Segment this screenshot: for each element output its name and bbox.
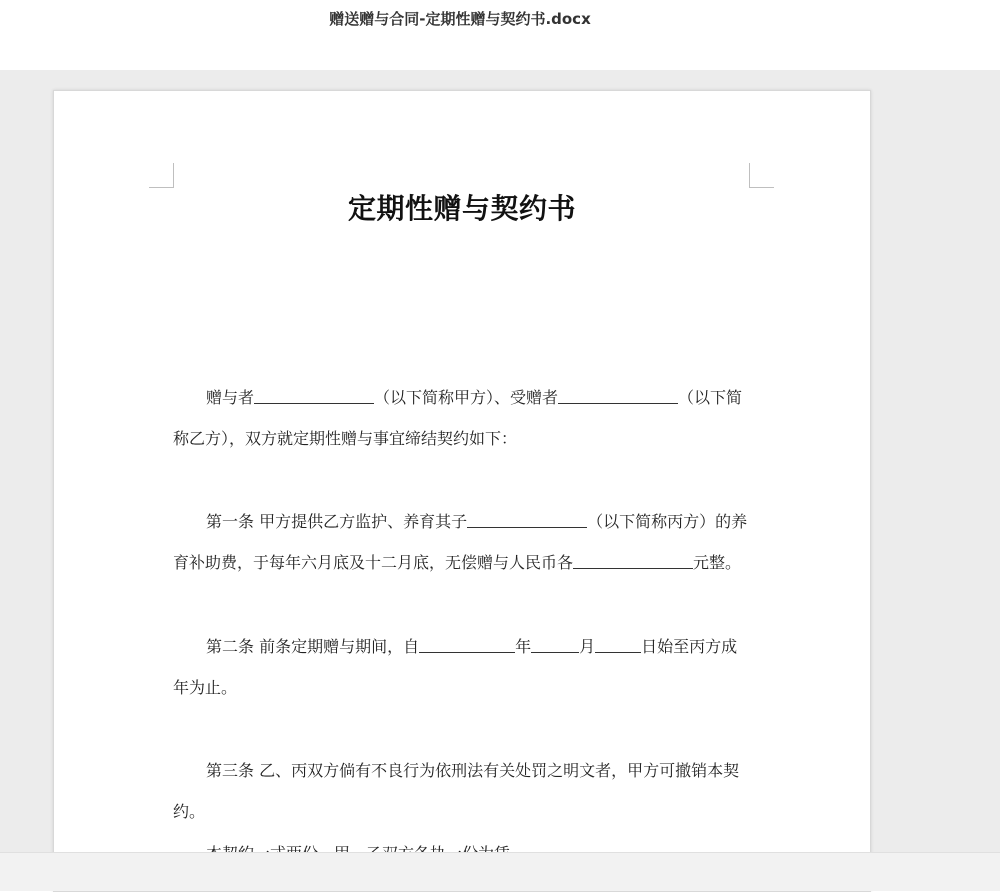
paragraph-parties — [173, 377, 753, 459]
blank-donor — [254, 389, 374, 404]
paragraph-article-2 — [173, 626, 753, 708]
blank-amount — [573, 554, 693, 569]
text-donee-label: （以下简称甲方）、受赠者 — [374, 388, 559, 407]
text-article-3: 第三条 乙、丙双方倘有不良行为依刑法有关处罚之明文者，甲方可撤销本契约。 — [173, 761, 740, 821]
blank-month — [531, 638, 579, 653]
title-bar — [0, 0, 1000, 70]
text-year: 年 — [515, 637, 532, 656]
text-article-1-end: 元整。 — [693, 553, 742, 572]
document-title: 定期性赠与契约书 — [347, 192, 576, 225]
text-donor-label: 赠与者 — [206, 388, 255, 407]
blank-child — [467, 513, 587, 528]
text-article-2-start: 第二条 前条定期赠与期间，自 — [206, 637, 420, 656]
blank-year — [419, 638, 515, 653]
text-article-1-start: 第一条 甲方提供乙方监护、养育其子 — [206, 512, 468, 531]
bottom-bar — [0, 852, 1000, 891]
text-article-1-middle: （以下简称丙方）的养育补助费，于每年六月底及十二月底，无偿赠与人民币各 — [173, 512, 748, 572]
text-parties-end: （以下简称乙方），双方就定期性赠与事宜缔结契约如下： — [173, 388, 743, 448]
blank-donee — [558, 389, 678, 404]
margin-corner-top-left — [149, 163, 174, 188]
document-filename: 赠送赠与合同-定期性赠与契约书.docx — [329, 10, 591, 28]
document-page — [53, 90, 871, 892]
paragraph-article-1 — [173, 501, 753, 583]
document-viewer[interactable] — [0, 70, 1000, 852]
text-month: 月 — [579, 637, 596, 656]
paragraph-article-3 — [173, 750, 753, 832]
blank-day — [595, 638, 641, 653]
margin-corner-top-right — [749, 163, 774, 188]
text-article-2-end: 日始至丙方成年为止。 — [173, 637, 738, 697]
